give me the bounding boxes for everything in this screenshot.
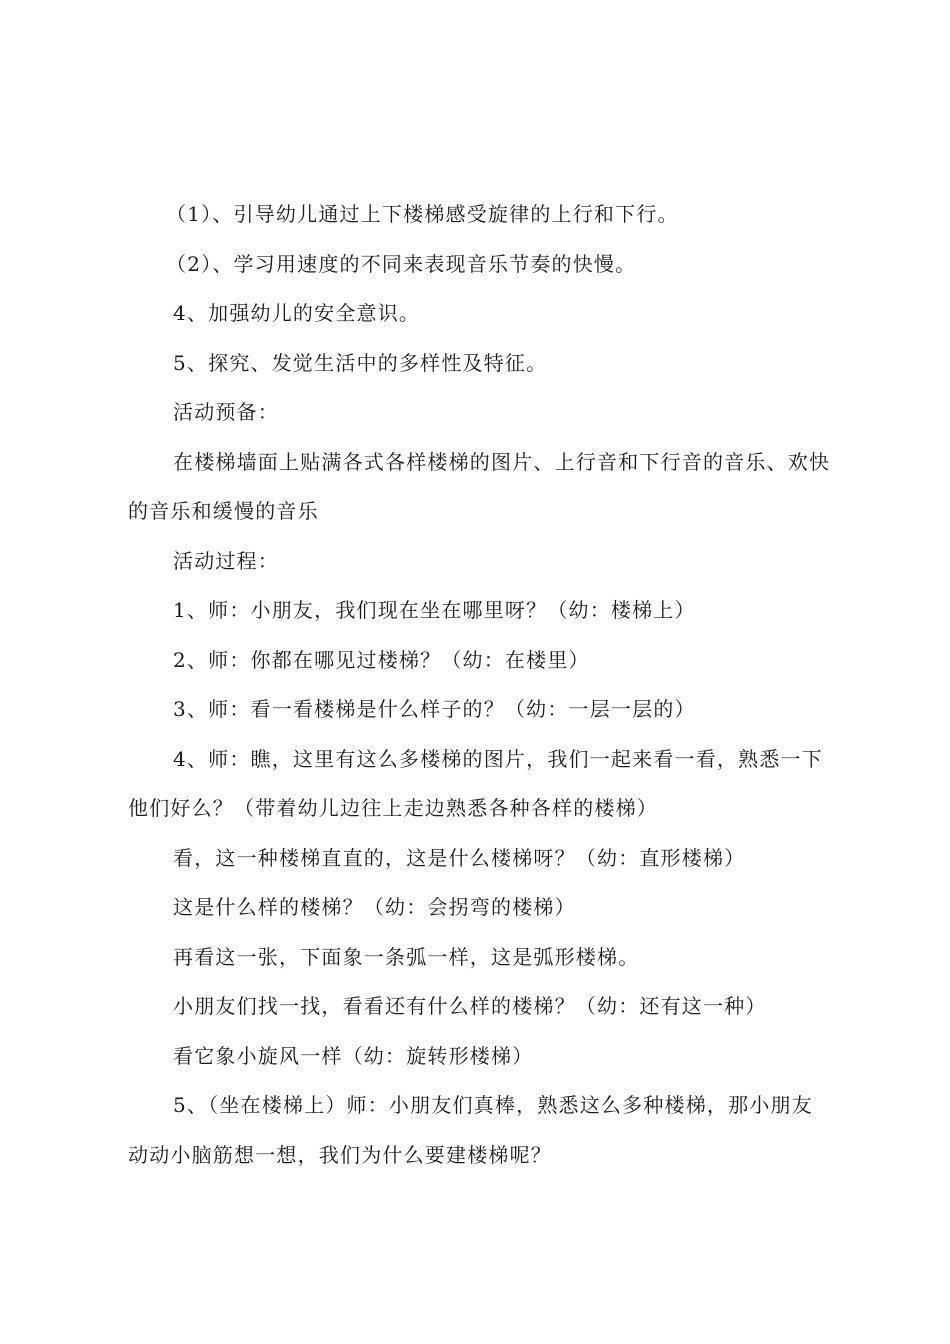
document-body [128,190,834,1180]
paragraph-step-2: 2、师：你都在哪见过楼梯？（幼：在楼里） [173,647,590,672]
paragraph-step-5: 5、（坐在楼梯上）师：小朋友们真棒，熟悉这么多种楼梯，那小朋友动动小脑筋想一想，我们为什么要建楼梯呢？ [128,1093,813,1167]
paragraph-objective-1: （1）、引导幼儿通过上下楼梯感受旋律的上行和下行。 [166,202,679,226]
paragraph-preparation: 在楼梯墙面上贴满各式各样楼梯的图片、上行音和下行音的音乐、欢快的音乐和缓慢的音乐 [128,449,831,523]
paragraph-objective-2: （2）、学习用速度的不同来表现音乐节奏的快慢。 [166,251,637,276]
paragraph-straight-stairs: 看，这一种楼梯直直的，这是什么楼梯呀？（幼：直形楼梯） [173,845,746,870]
paragraph-arc-stairs: 再看这一张，下面象一条弧一样，这是弧形楼梯。 [173,944,640,969]
paragraph-step-4: 4、师：瞧，这里有这么多楼梯的图片，我们一起来看一看，熟悉一下他们好么？（带着幼儿边往上走边熟悉各种各样的楼梯） [128,746,823,820]
paragraph-step-3: 3、师：看一看楼梯是什么样子的？（幼：一层一层的） [173,697,696,721]
section-heading-process: 活动过程： [173,548,279,573]
paragraph-objective-4: 4、加强幼儿的安全意识。 [173,301,421,325]
paragraph-step-1: 1、师：小朋友，我们现在坐在哪里呀？（幼：楼梯上） [173,598,696,622]
paragraph-objective-5: 5、探究、发觉生活中的多样性及特征。 [173,350,548,375]
paragraph-turning-stairs: 这是什么样的楼梯？（幼：会拐弯的楼梯） [173,895,576,919]
paragraph-find-stairs: 小朋友们找一找，看看还有什么样的楼梯？（幼：还有这一种） [173,994,767,1018]
paragraph-spiral-stairs: 看它象小旋风一样（幼：旋转形楼梯） [173,1043,534,1068]
section-heading-preparation: 活动预备： [173,400,279,424]
